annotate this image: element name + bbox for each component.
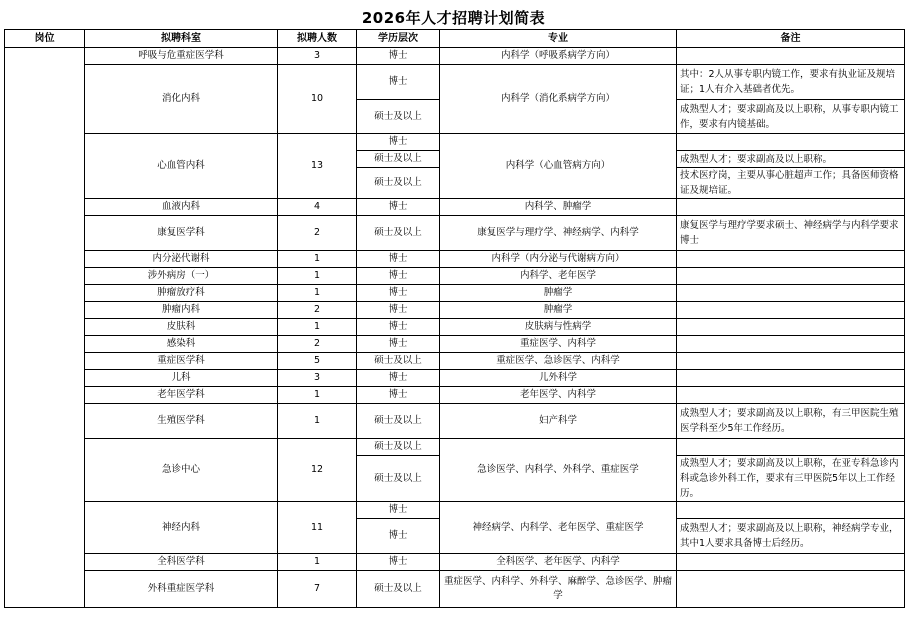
major-cell: 内科学（消化系病学方向）	[440, 65, 677, 134]
count-cell: 1	[278, 404, 357, 439]
department-cell: 呼吸与危重症医学科	[85, 48, 278, 65]
department-cell: 老年医学科	[85, 387, 278, 404]
major-cell: 皮肤病与性病学	[440, 319, 677, 336]
table-row	[5, 439, 905, 456]
note-cell	[677, 353, 905, 370]
table-row	[5, 65, 905, 100]
department-cell: 康复医学科	[85, 216, 278, 251]
major-cell: 肿瘤学	[440, 285, 677, 302]
note-cell: 技术医疗岗，主要从事心脏超声工作；具备医师资格证及规培证。	[677, 168, 905, 199]
header-row	[5, 30, 905, 48]
education-cell: 硕士及以上	[357, 456, 440, 502]
note-cell: 康复医学与理疗学要求硕士、神经病学与内科学要求博士	[677, 216, 905, 251]
major-cell: 内科学（内分泌与代谢病方向）	[440, 251, 677, 268]
note-cell	[677, 336, 905, 353]
department-cell: 血液内科	[85, 199, 278, 216]
department-cell: 皮肤科	[85, 319, 278, 336]
count-cell: 1	[278, 387, 357, 404]
major-cell: 妇产科学	[440, 404, 677, 439]
major-cell: 重症医学、内科学、外科学、麻醉学、急诊医学、肿瘤学	[440, 571, 677, 608]
note-cell	[677, 302, 905, 319]
major-cell: 重症医学、内科学	[440, 336, 677, 353]
major-cell: 肿瘤学	[440, 302, 677, 319]
education-cell: 博士	[357, 48, 440, 65]
note-cell	[677, 134, 905, 151]
department-cell: 儿科	[85, 370, 278, 387]
count-cell: 12	[278, 439, 357, 502]
department-cell: 肿瘤内科	[85, 302, 278, 319]
department-cell: 重症医学科	[85, 353, 278, 370]
count-cell: 3	[278, 370, 357, 387]
major-cell: 儿外科学	[440, 370, 677, 387]
note-cell	[677, 199, 905, 216]
education-cell: 博士	[357, 502, 440, 519]
table-row	[5, 199, 905, 216]
table-row	[5, 554, 905, 571]
note-cell	[677, 251, 905, 268]
count-cell: 1	[278, 268, 357, 285]
note-cell: 其中：2人从事专职内镜工作，要求有执业证及规培证；1人有介入基础者优先。	[677, 65, 905, 100]
education-cell: 博士	[357, 519, 440, 554]
count-cell: 10	[278, 65, 357, 134]
education-cell: 硕士及以上	[357, 151, 440, 168]
table-row	[5, 302, 905, 319]
table-row	[5, 370, 905, 387]
major-cell: 内科学（呼吸系病学方向）	[440, 48, 677, 65]
major-cell: 神经病学、内科学、老年医学、重症医学	[440, 502, 677, 554]
department-cell: 消化内科	[85, 65, 278, 134]
department-cell: 肿瘤放疗科	[85, 285, 278, 302]
note-cell: 成熟型人才；要求副高及以上职称，从事专职内镜工作，要求有内镜基础。	[677, 100, 905, 134]
education-cell: 博士	[357, 554, 440, 571]
education-cell: 博士	[357, 387, 440, 404]
table-row	[5, 134, 905, 151]
education-cell: 硕士及以上	[357, 439, 440, 456]
note-cell	[677, 502, 905, 519]
count-cell: 7	[278, 571, 357, 608]
note-cell	[677, 387, 905, 404]
department-cell: 急诊中心	[85, 439, 278, 502]
education-cell: 硕士及以上	[357, 100, 440, 134]
department-cell: 感染科	[85, 336, 278, 353]
count-cell: 2	[278, 216, 357, 251]
note-cell	[677, 370, 905, 387]
education-cell: 博士	[357, 251, 440, 268]
major-cell: 急诊医学、内科学、外科学、重症医学	[440, 439, 677, 502]
table-row	[5, 336, 905, 353]
header-notes: 备注	[677, 30, 905, 48]
count-cell: 11	[278, 502, 357, 554]
major-cell: 全科医学、老年医学、内科学	[440, 554, 677, 571]
table-row	[5, 285, 905, 302]
education-cell: 硕士及以上	[357, 216, 440, 251]
note-cell	[677, 319, 905, 336]
table-row	[5, 571, 905, 608]
education-cell: 博士	[357, 336, 440, 353]
education-cell: 博士	[357, 319, 440, 336]
education-cell: 博士	[357, 302, 440, 319]
count-cell: 3	[278, 48, 357, 65]
document-title: 2026年人才招聘计划简表	[361, 9, 546, 27]
note-cell	[677, 554, 905, 571]
education-cell: 硕士及以上	[357, 404, 440, 439]
recruitment-table	[4, 29, 905, 608]
major-cell: 内科学（心血管病方向）	[440, 134, 677, 199]
header-department: 拟聘科室	[85, 30, 278, 48]
department-cell: 内分泌代谢科	[85, 251, 278, 268]
count-cell: 1	[278, 554, 357, 571]
note-cell	[677, 268, 905, 285]
education-cell: 博士	[357, 285, 440, 302]
major-cell: 内科学、肿瘤学	[440, 199, 677, 216]
education-cell: 硕士及以上	[357, 353, 440, 370]
department-cell: 心血管内科	[85, 134, 278, 199]
table-row	[5, 502, 905, 519]
count-cell: 4	[278, 199, 357, 216]
note-cell: 成熟型人才；要求副高及以上职称，神经病学专业，其中1人要求具备博士后经历。	[677, 519, 905, 554]
department-cell: 生殖医学科	[85, 404, 278, 439]
education-cell: 博士	[357, 370, 440, 387]
count-cell: 2	[278, 302, 357, 319]
header-count: 拟聘人数	[278, 30, 357, 48]
major-cell: 康复医学与理疗学、神经病学、内科学	[440, 216, 677, 251]
education-cell: 博士	[357, 134, 440, 151]
note-cell	[677, 439, 905, 456]
table-row	[5, 387, 905, 404]
count-cell: 1	[278, 251, 357, 268]
education-cell: 硕士及以上	[357, 571, 440, 608]
education-cell: 博士	[357, 199, 440, 216]
education-cell: 博士	[357, 268, 440, 285]
table-row	[5, 353, 905, 370]
department-cell: 全科医学科	[85, 554, 278, 571]
header-education: 学历层次	[357, 30, 440, 48]
count-cell: 5	[278, 353, 357, 370]
note-cell	[677, 48, 905, 65]
table-row	[5, 404, 905, 439]
table-row	[5, 216, 905, 251]
table-row	[5, 48, 905, 65]
table-row	[5, 251, 905, 268]
major-cell: 重症医学、急诊医学、内科学	[440, 353, 677, 370]
note-cell: 成熟型人才；要求副高及以上职称，在亚专科急诊内科或急诊外科工作，要求有三甲医院5年以上工作经历。	[677, 456, 905, 502]
education-cell: 博士	[357, 65, 440, 100]
header-position: 岗位	[5, 30, 85, 48]
count-cell: 2	[278, 336, 357, 353]
position-cell	[5, 48, 85, 608]
department-cell: 涉外病房（一）	[85, 268, 278, 285]
header-major: 专业	[440, 30, 677, 48]
major-cell: 老年医学、内科学	[440, 387, 677, 404]
department-cell: 外科重症医学科	[85, 571, 278, 608]
count-cell: 13	[278, 134, 357, 199]
count-cell: 1	[278, 285, 357, 302]
education-cell: 硕士及以上	[357, 168, 440, 199]
table-row	[5, 319, 905, 336]
note-cell: 成熟型人才；要求副高及以上职称。	[677, 151, 905, 168]
department-cell: 神经内科	[85, 502, 278, 554]
table-row	[5, 268, 905, 285]
note-cell	[677, 285, 905, 302]
note-cell	[677, 571, 905, 608]
note-cell: 成熟型人才；要求副高及以上职称，有三甲医院生殖医学科至少5年工作经历。	[677, 404, 905, 439]
major-cell: 内科学、老年医学	[440, 268, 677, 285]
table-body	[5, 48, 905, 608]
count-cell: 1	[278, 319, 357, 336]
